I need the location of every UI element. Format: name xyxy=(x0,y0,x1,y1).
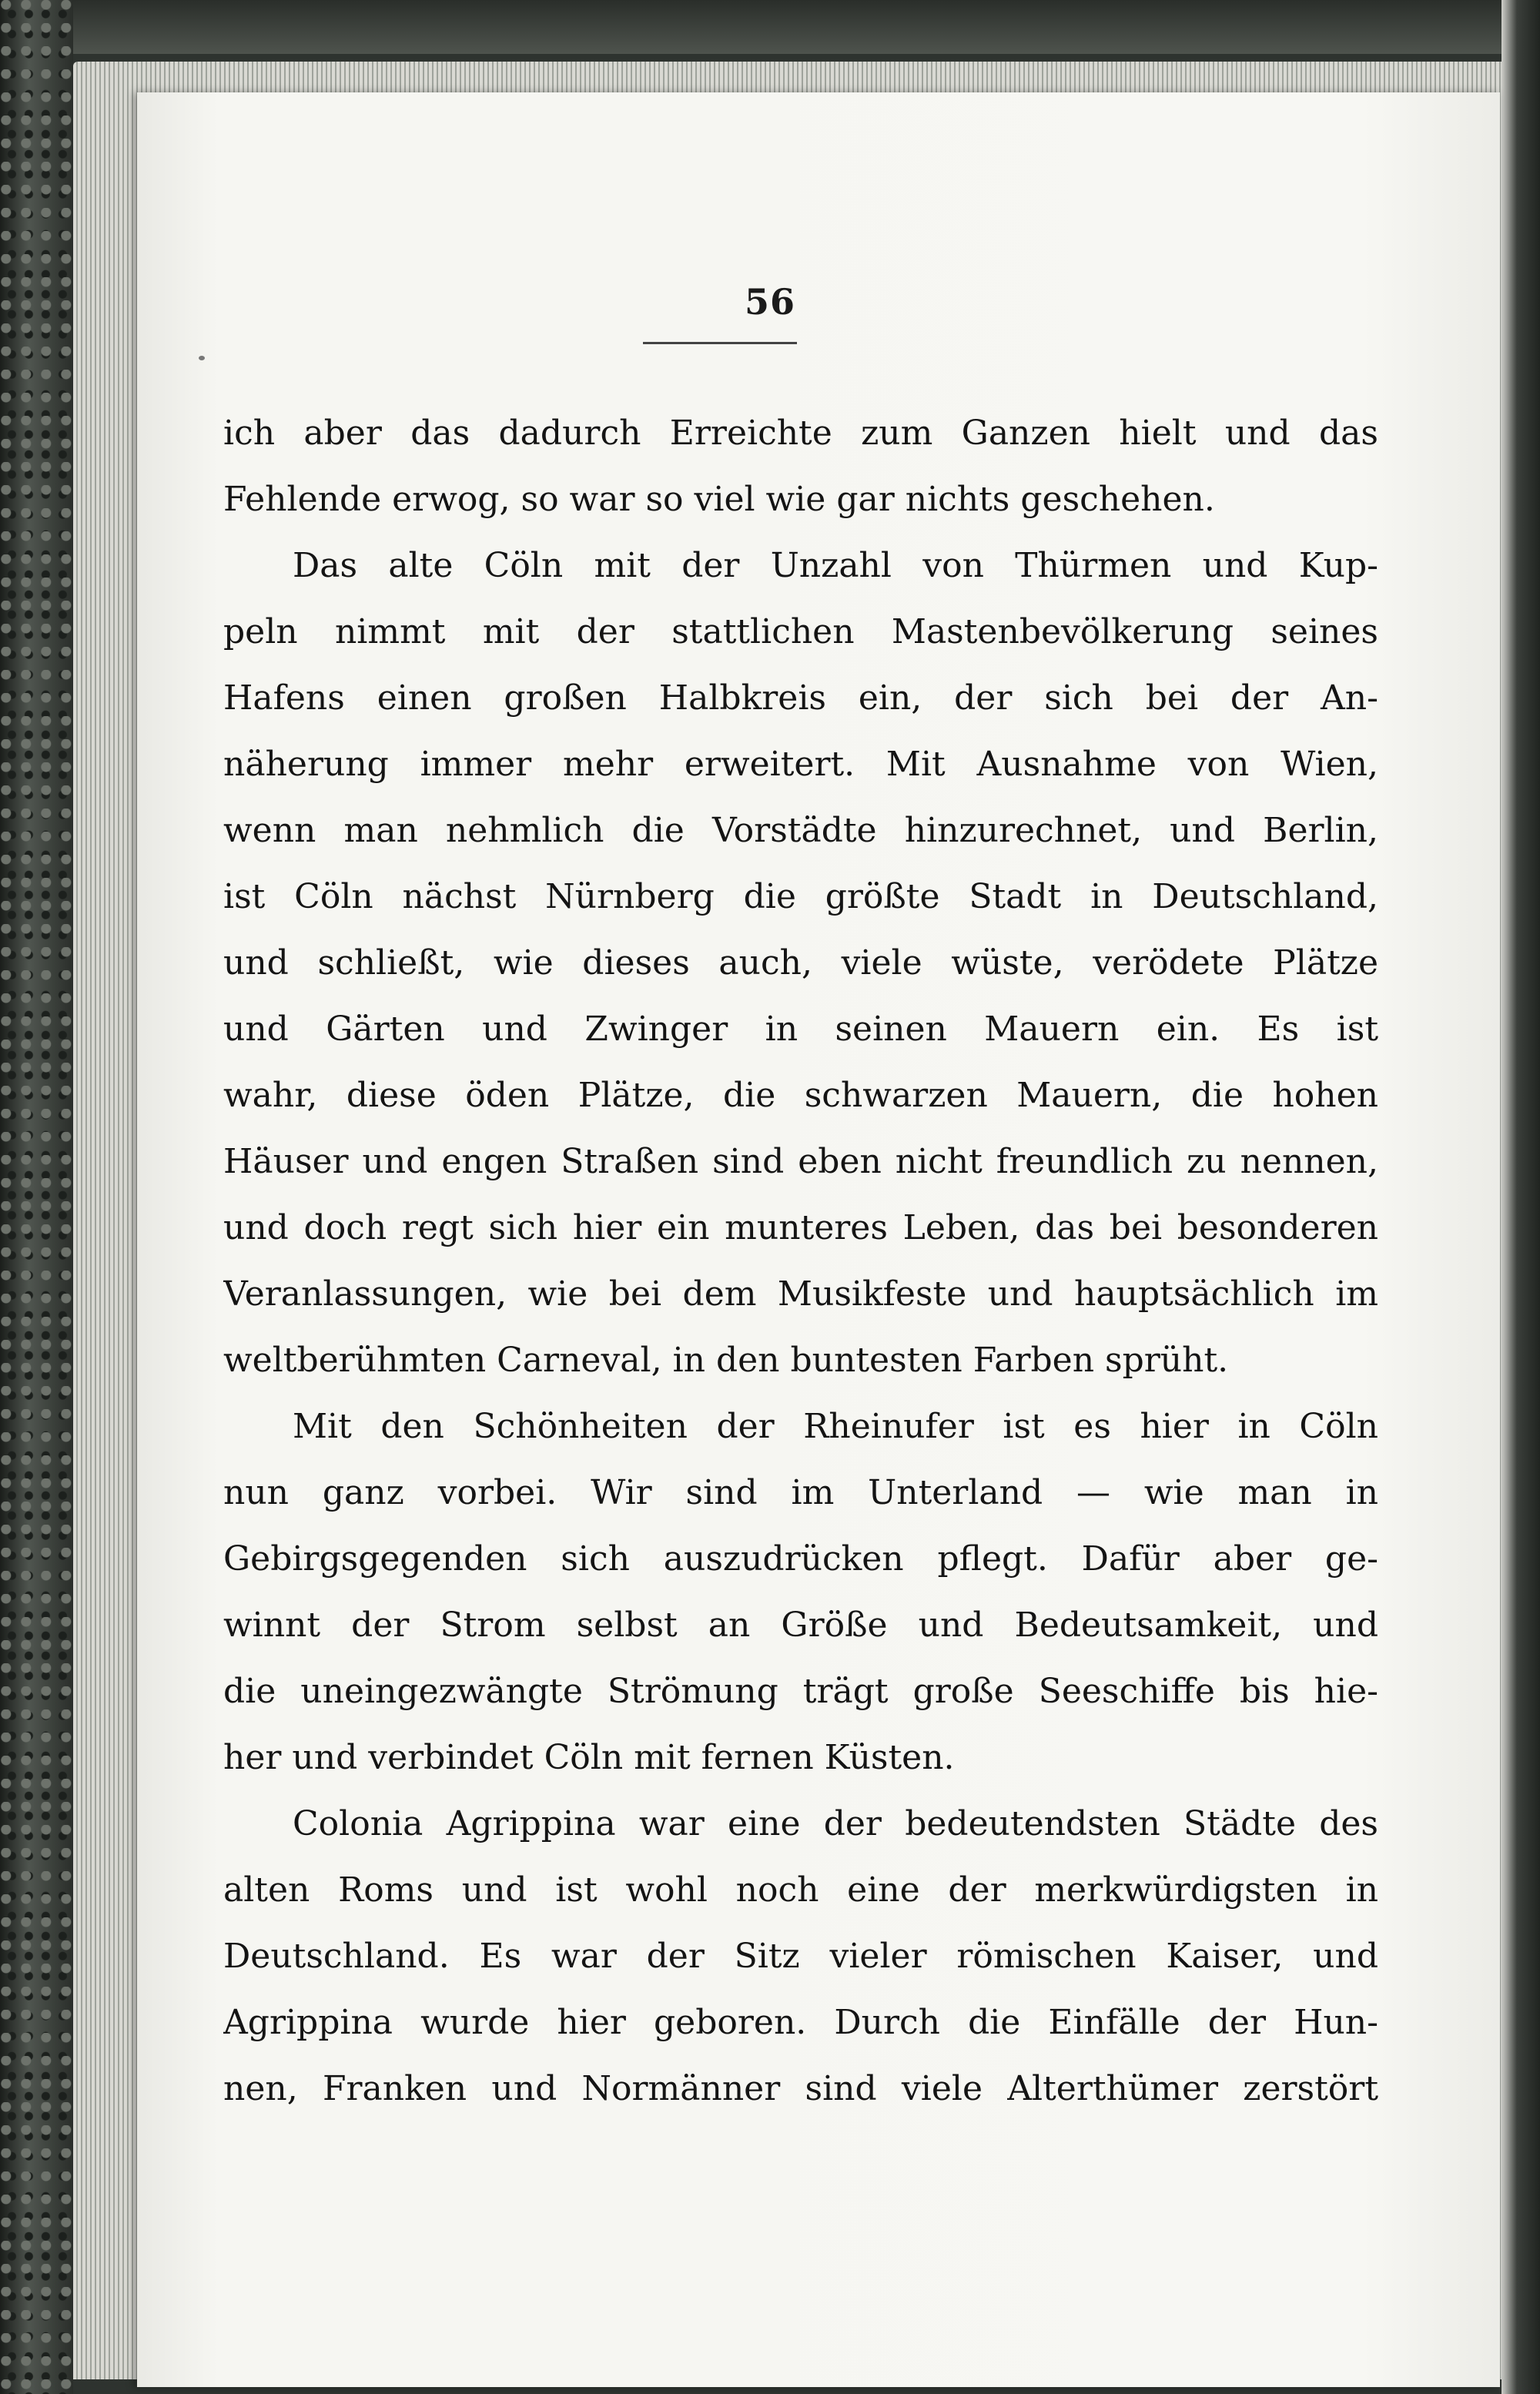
text-line: wahr, diese öden Plätze, die schwarzen Mauern, die hohen xyxy=(223,1076,1378,1115)
text-line: Das alte Cöln mit der Unzahl von Thürmen und Kup- xyxy=(293,546,1378,585)
text-line: und doch regt sich hier ein munteres Leben, das bei besonderen xyxy=(223,1208,1378,1247)
text-line: und Gärten und Zwinger in seinen Mauern ein. Es ist xyxy=(223,1009,1378,1049)
text-line: winnt der Strom selbst an Größe und Bedeutsamkeit, und xyxy=(223,1605,1378,1645)
text-line: die uneingezwängte Strömung trägt große Seeschiffe bis hie- xyxy=(223,1672,1378,1711)
text-line: und schließt, wie dieses auch, viele wüste, verödete Plätze xyxy=(223,943,1378,983)
ink-speck xyxy=(199,356,205,360)
book-cover-marbled xyxy=(0,0,73,2394)
text-line: ist Cöln nächst Nürnberg die größte Stadt in Deutschland, xyxy=(223,877,1378,916)
text-line: nen, Franken und Normänner sind viele Alterthümer zerstört xyxy=(223,2069,1378,2108)
text-line: Deutschland. Es war der Sitz vieler römischen Kaiser, und xyxy=(223,1937,1378,1976)
page-number-rule xyxy=(643,342,797,344)
text-line: Gebirgsgegenden sich auszudrücken pflegt. Dafür aber ge- xyxy=(223,1539,1378,1579)
book-cover-right-edge xyxy=(1502,0,1540,2394)
text-line: Agrippina wurde hier geboren. Durch die Einfälle der Hun- xyxy=(223,2003,1378,2042)
text-line: Häuser und engen Straßen sind eben nicht freundlich zu nennen, xyxy=(223,1142,1378,1181)
text-line: ich aber das dadurch Erreichte zum Ganzen hielt und das xyxy=(223,414,1378,453)
text-line: peln nimmt mit der stattlichen Mastenbevölkerung seines xyxy=(223,612,1378,651)
body-text xyxy=(223,400,1378,2122)
text-line: Mit den Schönheiten der Rheinufer ist es hier in Cöln xyxy=(293,1407,1378,1446)
page-number: 56 xyxy=(744,281,795,323)
text-line: Fehlende erwog, so war so viel wie gar nichts geschehen. xyxy=(223,480,1215,519)
text-line: Veranlassungen, wie bei dem Musikfeste und hauptsächlich im xyxy=(223,1274,1378,1314)
text-line: Hafens einen großen Halbkreis ein, der sich bei der An- xyxy=(223,678,1378,718)
text-line: her und verbindet Cöln mit fernen Küsten. xyxy=(223,1738,955,1777)
text-line: weltberühmten Carneval, in den buntesten Farben sprüht. xyxy=(223,1341,1229,1380)
text-line: näherung immer mehr erweitert. Mit Ausnahme von Wien, xyxy=(223,745,1378,784)
text-line: wenn man nehmlich die Vorstädte hinzurechnet, und Berlin, xyxy=(223,811,1378,850)
text-line: nun ganz vorbei. Wir sind im Unterland — wie man in xyxy=(223,1473,1378,1512)
text-line: Colonia Agrippina war eine der bedeutendsten Städte des xyxy=(293,1804,1378,1843)
book-cover-top xyxy=(0,0,1540,54)
text-line: alten Roms und ist wohl noch eine der merkwürdigsten in xyxy=(223,1870,1378,1910)
